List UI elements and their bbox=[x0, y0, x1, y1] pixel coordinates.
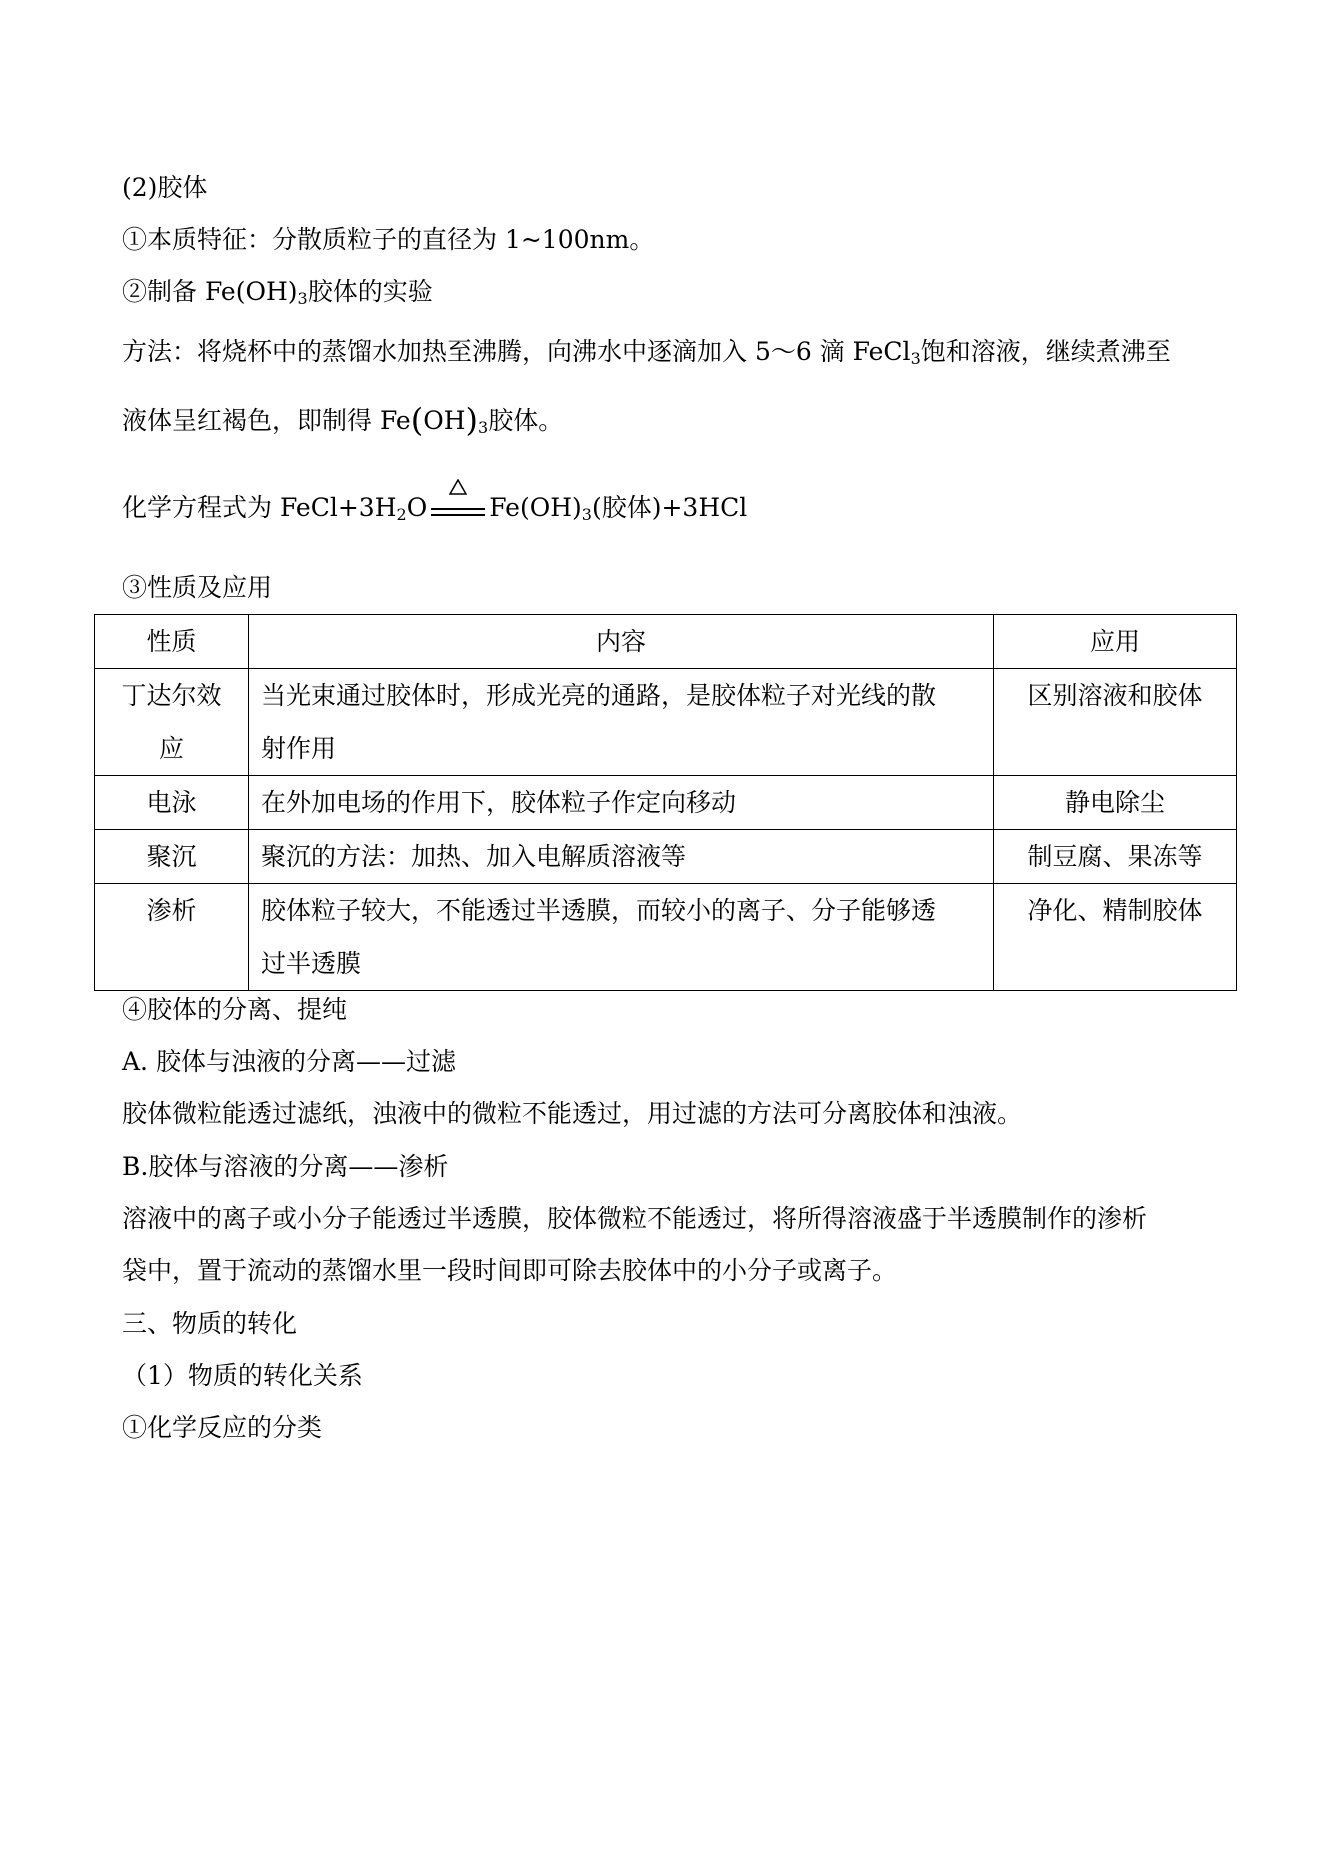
section-3-title: 三、物质的转化 bbox=[122, 1309, 298, 1338]
separation-b-title: B.胶体与溶液的分离——渗析 bbox=[122, 1152, 449, 1181]
cell-application: 区别溶液和胶体 bbox=[994, 669, 1237, 776]
cell-text: 当光束通过胶体时，形成光亮的通路，是胶体粒子对光线的散 bbox=[261, 681, 937, 710]
header-property: 性质 bbox=[95, 615, 249, 669]
cell-property: 聚沉 bbox=[95, 830, 249, 884]
subscript: 3 bbox=[478, 418, 489, 437]
separation-a-title: A. 胶体与浊液的分离——过滤 bbox=[122, 1047, 456, 1076]
item-preparation-text: ②制备 Fe(OH) bbox=[122, 277, 298, 306]
cell-content: 聚沉的方法：加热、加入电解质溶液等 bbox=[249, 830, 994, 884]
method-text-end: 饱和溶液，继续煮沸至 bbox=[920, 337, 1171, 366]
item-preparation-text-end: 胶体的实验 bbox=[307, 277, 433, 306]
method-line-2 bbox=[122, 401, 564, 439]
item-separation-title: ④胶体的分离、提纯 bbox=[122, 995, 348, 1024]
subscript: 3 bbox=[581, 505, 592, 524]
table-row bbox=[95, 884, 1237, 991]
equation-reactants: 化学方程式为 FeCl+3H bbox=[122, 493, 397, 522]
cell-content: 在外加电场的作用下，胶体粒子作定向移动 bbox=[249, 776, 994, 830]
table-header-row bbox=[95, 615, 1237, 669]
cell-property bbox=[95, 669, 249, 776]
cell-application: 制豆腐、果冻等 bbox=[994, 830, 1237, 884]
header-application: 应用 bbox=[994, 615, 1237, 669]
separation-b-body-line-2: 袋中，置于流动的蒸馏水里一段时间即可除去胶体中的小分子或离子。 bbox=[122, 1256, 898, 1285]
heading-colloid: (2)胶体 bbox=[122, 173, 208, 202]
header-content: 内容 bbox=[249, 615, 994, 669]
properties-table bbox=[94, 614, 1237, 991]
heating-equals-sign bbox=[429, 493, 487, 527]
subsection-3-1-item-1: ①化学反应的分类 bbox=[122, 1413, 323, 1442]
method-line-1 bbox=[122, 335, 1171, 369]
method-text-end: 胶体。 bbox=[488, 406, 564, 435]
delta-icon bbox=[449, 479, 467, 495]
equation-product: Fe(OH) bbox=[489, 493, 582, 522]
item-properties-title: ③性质及应用 bbox=[122, 573, 273, 602]
cell-text: 胶体粒子较大，不能透过半透膜，而较小的离子、分子能够透 bbox=[261, 896, 937, 925]
cell-application: 净化、精制胶体 bbox=[994, 884, 1237, 991]
formula-oh: OH bbox=[423, 406, 466, 435]
cell-property: 渗析 bbox=[95, 884, 249, 991]
subscript: 3 bbox=[910, 349, 921, 368]
cell-text: 应 bbox=[158, 734, 184, 763]
subscript: 3 bbox=[297, 289, 308, 308]
paren-close: ) bbox=[465, 401, 479, 439]
cell-content bbox=[249, 884, 994, 991]
cell-property: 电泳 bbox=[95, 776, 249, 830]
item-essential-feature: ①本质特征：分散质粒子的直径为 1~100nm。 bbox=[122, 225, 655, 254]
separation-a-body: 胶体微粒能透过滤纸，浊液中的微粒不能透过，用过滤的方法可分离胶体和浊液。 bbox=[122, 1099, 1023, 1128]
paren-open: ( bbox=[410, 401, 424, 439]
chemical-equation bbox=[122, 491, 747, 527]
separation-b-body-line-1: 溶液中的离子或小分子能透过半透膜，胶体微粒不能透过，将所得溶液盛于半透膜制作的渗析 bbox=[122, 1204, 1148, 1233]
table-row bbox=[95, 830, 1237, 884]
equation-water-o: O bbox=[406, 493, 428, 522]
equation-products-end: (胶体)+3HCl bbox=[591, 493, 748, 522]
cell-content bbox=[249, 669, 994, 776]
method-text: 液体呈红褐色，即制得 Fe bbox=[122, 406, 411, 435]
cell-text: 过半透膜 bbox=[261, 949, 362, 978]
cell-application: 静电除尘 bbox=[994, 776, 1237, 830]
cell-text: 射作用 bbox=[261, 734, 337, 763]
table-row bbox=[95, 776, 1237, 830]
table-row bbox=[95, 669, 1237, 776]
subsection-3-1-title: （1）物质的转化关系 bbox=[122, 1361, 363, 1390]
cell-text: 丁达尔效 bbox=[121, 681, 222, 710]
method-text: 方法：将烧杯中的蒸馏水加热至沸腾，向沸水中逐滴加入 5～6 滴 FeCl bbox=[122, 337, 911, 366]
subscript: 2 bbox=[396, 505, 407, 524]
item-preparation-title bbox=[122, 275, 433, 309]
